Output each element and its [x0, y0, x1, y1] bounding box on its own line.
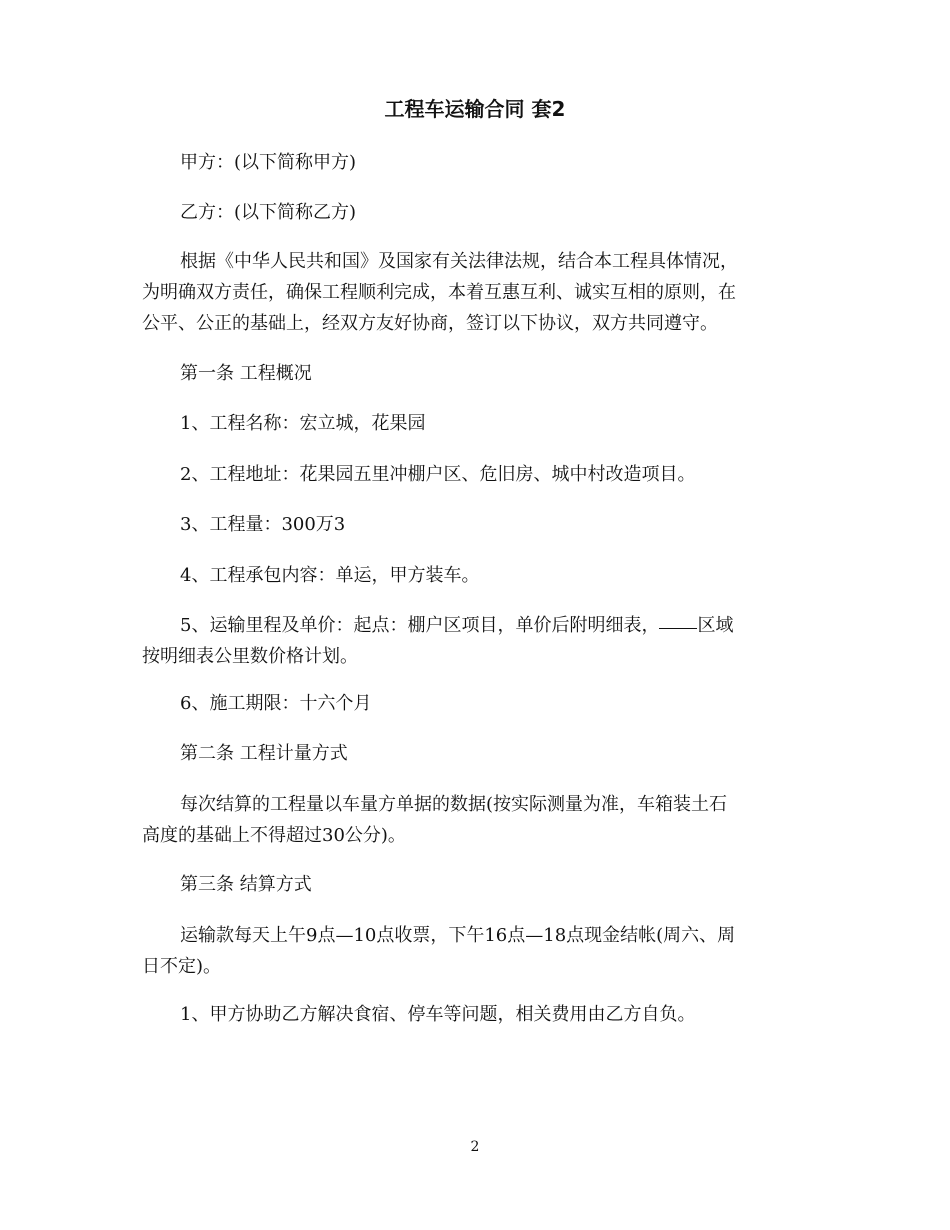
item-5-line-1 [142, 610, 812, 641]
item-5-text-after-blank: 区域 [697, 615, 734, 636]
article-1-item-1: 1、工程名称：宏立城，花果园 [180, 413, 426, 434]
article-3-item-1: 1、甲方协助乙方解决食宿、停车等问题，相关费用由乙方自负。 [180, 1004, 696, 1025]
preamble-line-1: 根据《中华人民共和国》及国家有关法律法规，结合本工程具体情况， [180, 251, 738, 272]
article-1-item-6: 6、施工期限：十六个月 [180, 693, 372, 714]
article-2-line-2: 高度的基础上不得超过30公分)。 [142, 825, 406, 846]
fill-in-blank [659, 627, 697, 629]
party-a-line: 甲方：(以下简称甲方) [180, 152, 357, 173]
article-1-item-5 [142, 610, 812, 672]
article-2-heading: 第二条 工程计量方式 [180, 743, 348, 764]
article-1-item-2: 2、工程地址：花果园五里冲棚户区、危旧房、城中村改造项目。 [180, 464, 696, 485]
article-3-heading: 第三条 结算方式 [180, 874, 312, 895]
article-2-line-1: 每次结算的工程量以车量方单据的数据(按实际测量为准，车箱装土石 [180, 794, 728, 815]
preamble-line-3: 公平、公正的基础上，经双方友好协商，签订以下协议，双方共同遵守。 [142, 313, 718, 334]
preamble-paragraph [142, 246, 812, 339]
article-3-line-2: 日不定)。 [142, 956, 222, 977]
article-1-item-3: 3、工程量：300万3 [180, 514, 346, 535]
page-number: 2 [470, 1139, 480, 1155]
preamble-line-2: 为明确双方责任，确保工程顺利完成，本着互惠互利、诚实互相的原则，在 [142, 282, 736, 303]
article-3-body [142, 920, 812, 982]
article-3-line-1: 运输款每天上午9点—10点收票，下午16点—18点现金结帐(周六、周 [180, 925, 736, 946]
article-1-heading: 第一条 工程概况 [180, 363, 312, 384]
item-5-text-before-blank: 5、运输里程及单价：起点：棚户区项目，单价后附明细表， [180, 615, 660, 636]
article-1-item-4: 4、工程承包内容：单运，甲方装车。 [180, 565, 480, 586]
item-5-line-2: 按明细表公里数价格计划。 [142, 646, 358, 667]
document-title: 工程车运输合同 套2 [384, 97, 566, 121]
party-b-line: 乙方：(以下简称乙方) [180, 202, 357, 223]
article-2-body [142, 789, 812, 851]
